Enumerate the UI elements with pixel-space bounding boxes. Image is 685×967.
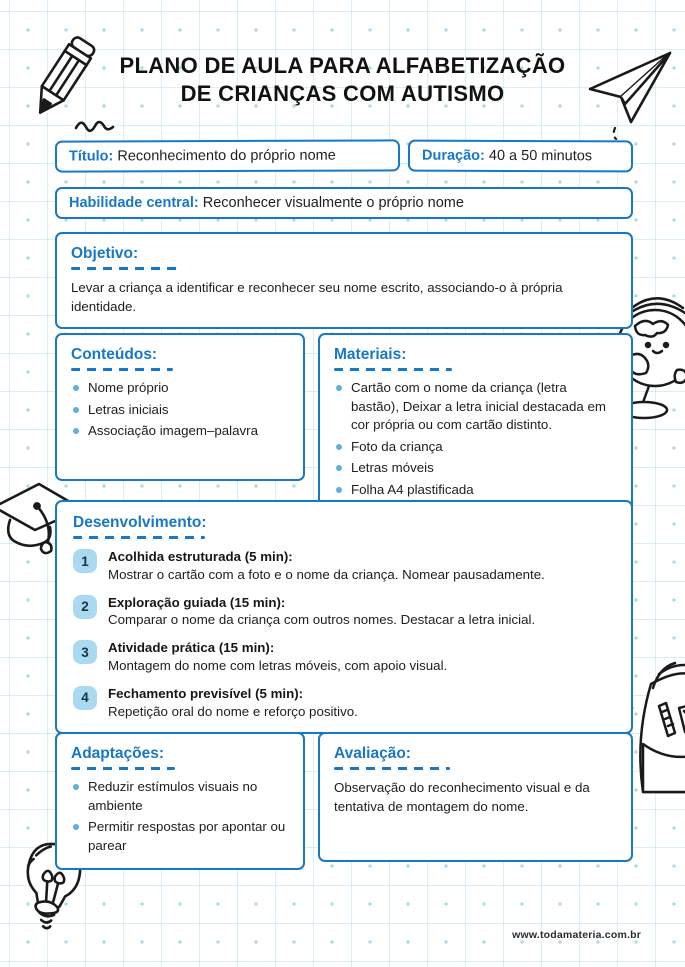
- objetivo-text: Levar a criança a identificar e reconhecer seu nome escrito, associando-o à própria identidade.: [71, 280, 563, 315]
- heading-underline: [73, 536, 205, 539]
- page-title: [0, 52, 685, 108]
- step-text: Repetição oral do nome e reforço positivo.: [108, 703, 358, 719]
- step-item: [73, 548, 615, 585]
- heading-underline: [71, 368, 173, 371]
- titulo-box: [55, 139, 400, 172]
- adaptacoes-section: [55, 732, 305, 870]
- heading-underline: [71, 267, 183, 270]
- page-title-line2: DE CRIANÇAS COM AUTISMO: [180, 81, 505, 106]
- step-title: Atividade prática (15 min):: [108, 640, 275, 656]
- objetivo-section: [55, 232, 633, 329]
- step-title: Acolhida estruturada (5 min):: [108, 549, 293, 564]
- habilidade-value: Reconhecer visualmente o próprio nome: [202, 195, 464, 211]
- habilidade-label: Habilidade central:: [69, 195, 199, 211]
- avaliacao-text: Observação do reconhecimento visual e da tentativa de montagem do nome.: [334, 780, 590, 815]
- step-item: [73, 639, 615, 676]
- adaptacoes-list: [71, 778, 289, 855]
- avaliacao-heading: Avaliação:: [334, 745, 411, 762]
- page-title-line1: PLANO DE AULA PARA ALFABETIZAÇÃO: [119, 53, 566, 78]
- step-item: [73, 594, 615, 631]
- step-number-badge: 3: [73, 640, 97, 664]
- step-number-badge: 2: [73, 595, 97, 619]
- list-item: Cartão com o nome da criança (letra bastão), Deixar a letra inicial destacada em cor própria ou com cartão distinto.: [334, 379, 617, 435]
- titulo-value: Reconhecimento do próprio nome: [117, 147, 336, 165]
- duracao-label: Duração:: [421, 147, 485, 164]
- heading-underline: [334, 368, 452, 371]
- conteudos-list: [71, 379, 289, 441]
- list-item: Associação imagem–palavra: [71, 422, 289, 441]
- list-item: Letras iniciais: [71, 401, 289, 420]
- step-text: Mostrar o cartão com a foto e o nome da criança. Nomear pausadamente.: [108, 566, 545, 582]
- titulo-label: Título:: [68, 148, 114, 165]
- list-item: Foto da criança: [334, 438, 617, 457]
- avaliacao-section: [318, 732, 633, 862]
- duracao-box: [408, 140, 633, 173]
- website-url: www.todamateria.com.br: [512, 929, 641, 941]
- desenvolvimento-section: [55, 500, 633, 734]
- step-item: [73, 685, 615, 722]
- habilidade-central-box: [55, 187, 633, 219]
- step-title: Fechamento previsível (5 min):: [108, 685, 304, 701]
- step-number-badge: 4: [73, 686, 97, 710]
- materiais-list: [334, 379, 617, 500]
- adaptacoes-heading: Adaptações:: [71, 745, 165, 762]
- duracao-value: 40 a 50 minutos: [488, 147, 593, 165]
- step-number-badge: 1: [73, 549, 97, 573]
- heading-underline: [71, 767, 175, 770]
- heading-underline: [334, 767, 450, 770]
- desenvolvimento-heading: Desenvolvimento:: [73, 514, 207, 531]
- step-title: Exploração guiada (15 min):: [108, 594, 286, 610]
- conteudos-section: [55, 333, 305, 481]
- conteudos-heading: Conteúdos:: [71, 346, 158, 363]
- materiais-heading: Materiais:: [334, 346, 407, 363]
- objetivo-heading: Objetivo:: [71, 245, 139, 262]
- list-item: Permitir respostas por apontar ou parear: [71, 818, 289, 855]
- list-item: Nome próprio: [71, 379, 289, 398]
- list-item: Folha A4 plastificada: [334, 481, 617, 500]
- step-text: Montagem do nome com letras móveis, com apoio visual.: [108, 658, 448, 674]
- step-text: Comparar o nome da criança com outros nomes. Destacar a letra inicial.: [108, 612, 536, 628]
- materiais-section: [318, 333, 633, 515]
- list-item: Reduzir estímulos visuais no ambiente: [71, 778, 289, 815]
- list-item: Letras móveis: [334, 459, 617, 478]
